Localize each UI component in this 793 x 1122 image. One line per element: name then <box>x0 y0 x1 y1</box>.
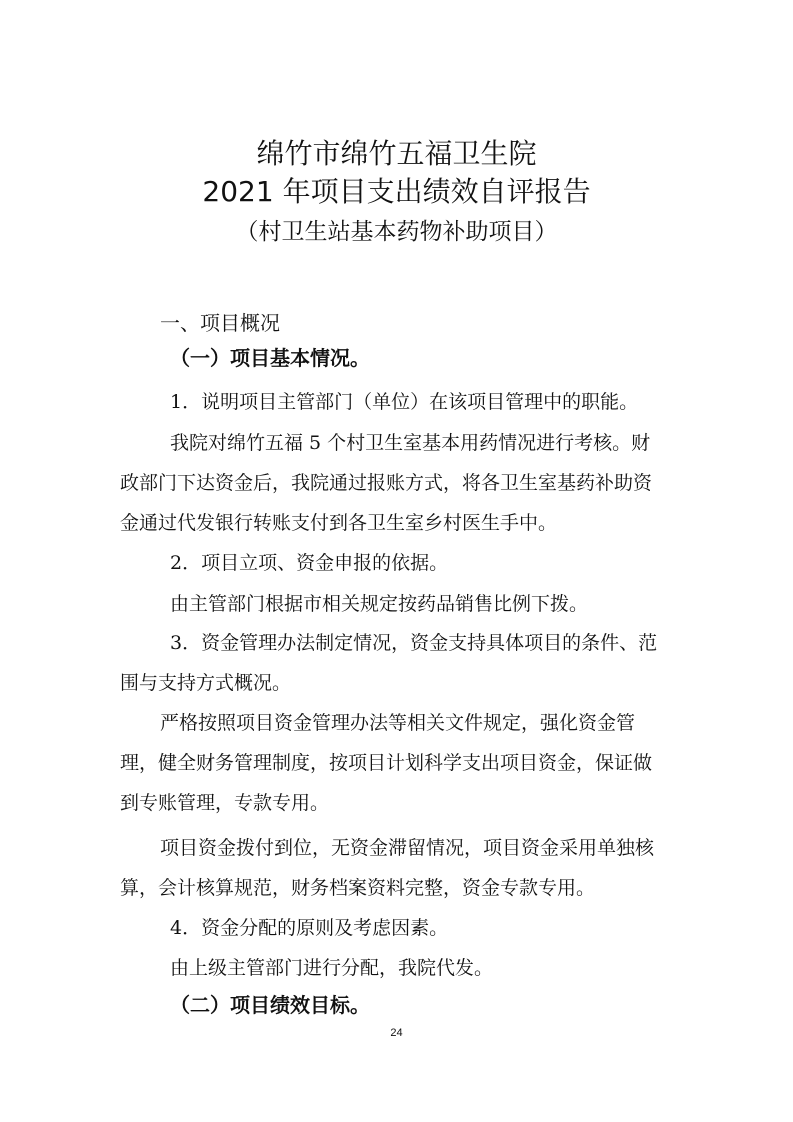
item3-body2-line1: 项目资金拨付到位，无资金滞留情况，项目资金采用单独核 <box>160 837 655 859</box>
item3-body-line2: 理，健全财务管理制度，按项目计划科学支出项目资金，保证做 <box>120 752 653 774</box>
item1-body-line3: 金通过代发银行转账支付到各卫生室乡村医生手中。 <box>120 512 558 534</box>
page-number: 24 <box>390 1027 403 1039</box>
document-title-line1: 绵竹市绵竹五福卫生院 <box>256 137 537 170</box>
document-title-line2: 2021 年项目支出绩效自评报告 <box>202 175 591 208</box>
document-subtitle: （村卫生站基本药物补助项目） <box>235 219 558 245</box>
item3-body2-line2: 算，会计核算规范，财务档案资料完整，资金专款专用。 <box>120 877 596 899</box>
subsection-heading-basic-info: （一）项目基本情况。 <box>170 346 370 370</box>
item3-body-line3: 到专账管理，专款专用。 <box>120 792 330 814</box>
item1-body-line1: 我院对绵竹五福 5 个村卫生室基本用药情况进行考核。财 <box>170 432 651 454</box>
item2-body: 由主管部门根据市相关规定按药品销售比例下拨。 <box>170 593 589 615</box>
subsection-heading-performance-goals: （二）项目绩效目标。 <box>170 993 370 1017</box>
section-heading-overview: 一、项目概况 <box>160 311 280 335</box>
item3-title-line2: 围与支持方式概况。 <box>120 672 292 694</box>
item1-body-line2: 政部门下达资金后，我院通过报账方式，将各卫生室基药补助资 <box>120 472 653 494</box>
item3-body-line1: 严格按照项目资金管理办法等相关文件规定，强化资金管 <box>160 712 636 734</box>
item4-title: 4．资金分配的原则及考虑因素。 <box>170 917 449 939</box>
item1-title: 1．说明项目主管部门（单位）在该项目管理中的职能。 <box>170 391 639 413</box>
item4-body: 由上级主管部门进行分配，我院代发。 <box>170 957 494 979</box>
item2-title: 2．项目立项、资金申报的依据。 <box>170 552 449 574</box>
item3-title-line1: 3．资金管理办法制定情况，资金支持具体项目的条件、范 <box>170 632 658 654</box>
